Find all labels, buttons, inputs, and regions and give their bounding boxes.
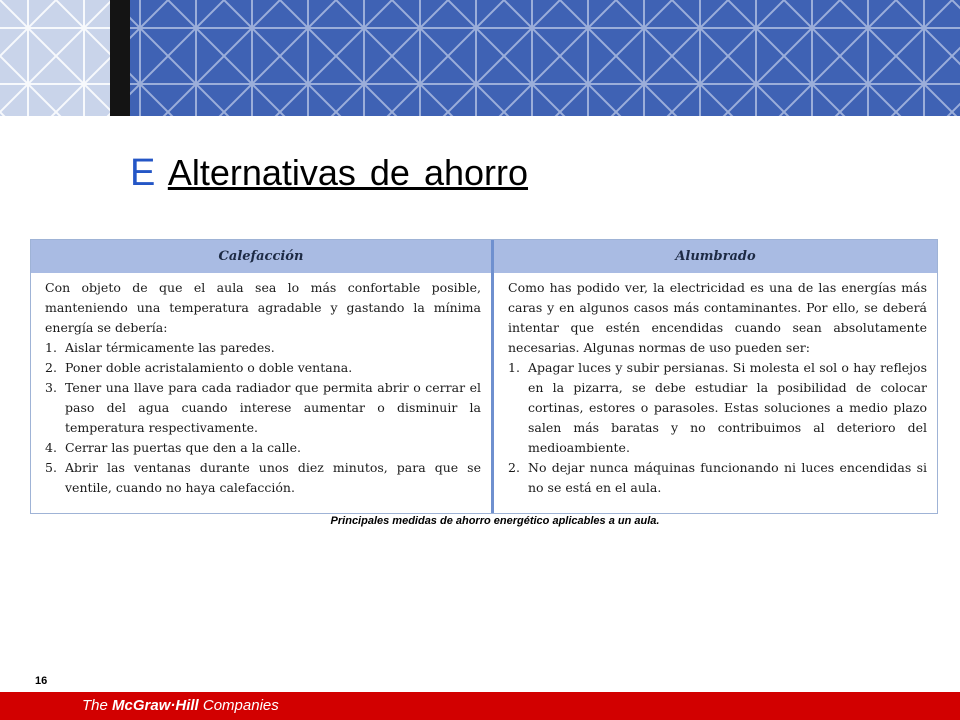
- header-banner: [0, 0, 960, 116]
- list-item: 2. Poner doble acristalamiento o doble ventana.: [45, 360, 353, 375]
- lighting-list: [508, 358, 927, 498]
- page-number: 16: [35, 675, 48, 687]
- heating-column: [31, 240, 491, 513]
- list-item: 1. Aislar térmicamente las paredes.: [45, 340, 275, 355]
- title-letter: E: [130, 152, 156, 194]
- lighting-body: [494, 273, 937, 498]
- list-item: 5. Abrir las ventanas durante unos diez minutos, para que se ventile, cuando no haya calefacción.: [45, 460, 481, 495]
- table-caption: Principales medidas de ahorro energético aplicables a un aula.: [330, 515, 660, 527]
- heating-intro: Con objeto de que el aula sea lo más confortable posible, manteniendo una temperatura agradable y gastando la mínima energía se debería:: [45, 280, 481, 335]
- heating-list: [45, 338, 481, 498]
- lighting-header: Alumbrado: [494, 240, 937, 273]
- slide-title: [130, 152, 528, 212]
- publisher-logo: The McGraw·Hill Companies: [82, 697, 279, 714]
- lighting-column: [491, 240, 937, 513]
- heating-header: Calefacción: [31, 240, 491, 273]
- list-item: 4. Cerrar las puertas que den a la calle.: [45, 440, 301, 455]
- footer-bar: [0, 692, 960, 720]
- list-item: 2. No dejar nunca máquinas funcionando ni luces encendidas si no se está en el aula.: [508, 460, 927, 495]
- lighting-intro: Como has podido ver, la electricidad es una de las energías más caras y en algunos casos más contaminantes. Por ello, se deberá intentar que estén encendidas cuando sean absolutamente necesarias. Algunas normas de uso pueden ser:: [508, 280, 927, 355]
- list-item: 3. Tener una llave para cada radiador que permita abrir o cerrar el paso del agua cuando interese aumentar o disminuir la temperatura respectivamente.: [45, 380, 481, 435]
- measures-table: [30, 239, 938, 514]
- banner-triangle-pattern: [0, 0, 960, 116]
- title-text: Alternativas de ahorro: [167, 152, 529, 193]
- list-item: 1. Apagar luces y subir persianas. Si molesta el sol o hay reflejos en la pizarra, se debe estudiar la posibilidad de colocar cortinas, estores o parasoles. Estas soluciones a medio plazo salen más baratas y no contribuimos al deterioro del medioambiente.: [508, 360, 927, 455]
- heating-body: [31, 273, 491, 498]
